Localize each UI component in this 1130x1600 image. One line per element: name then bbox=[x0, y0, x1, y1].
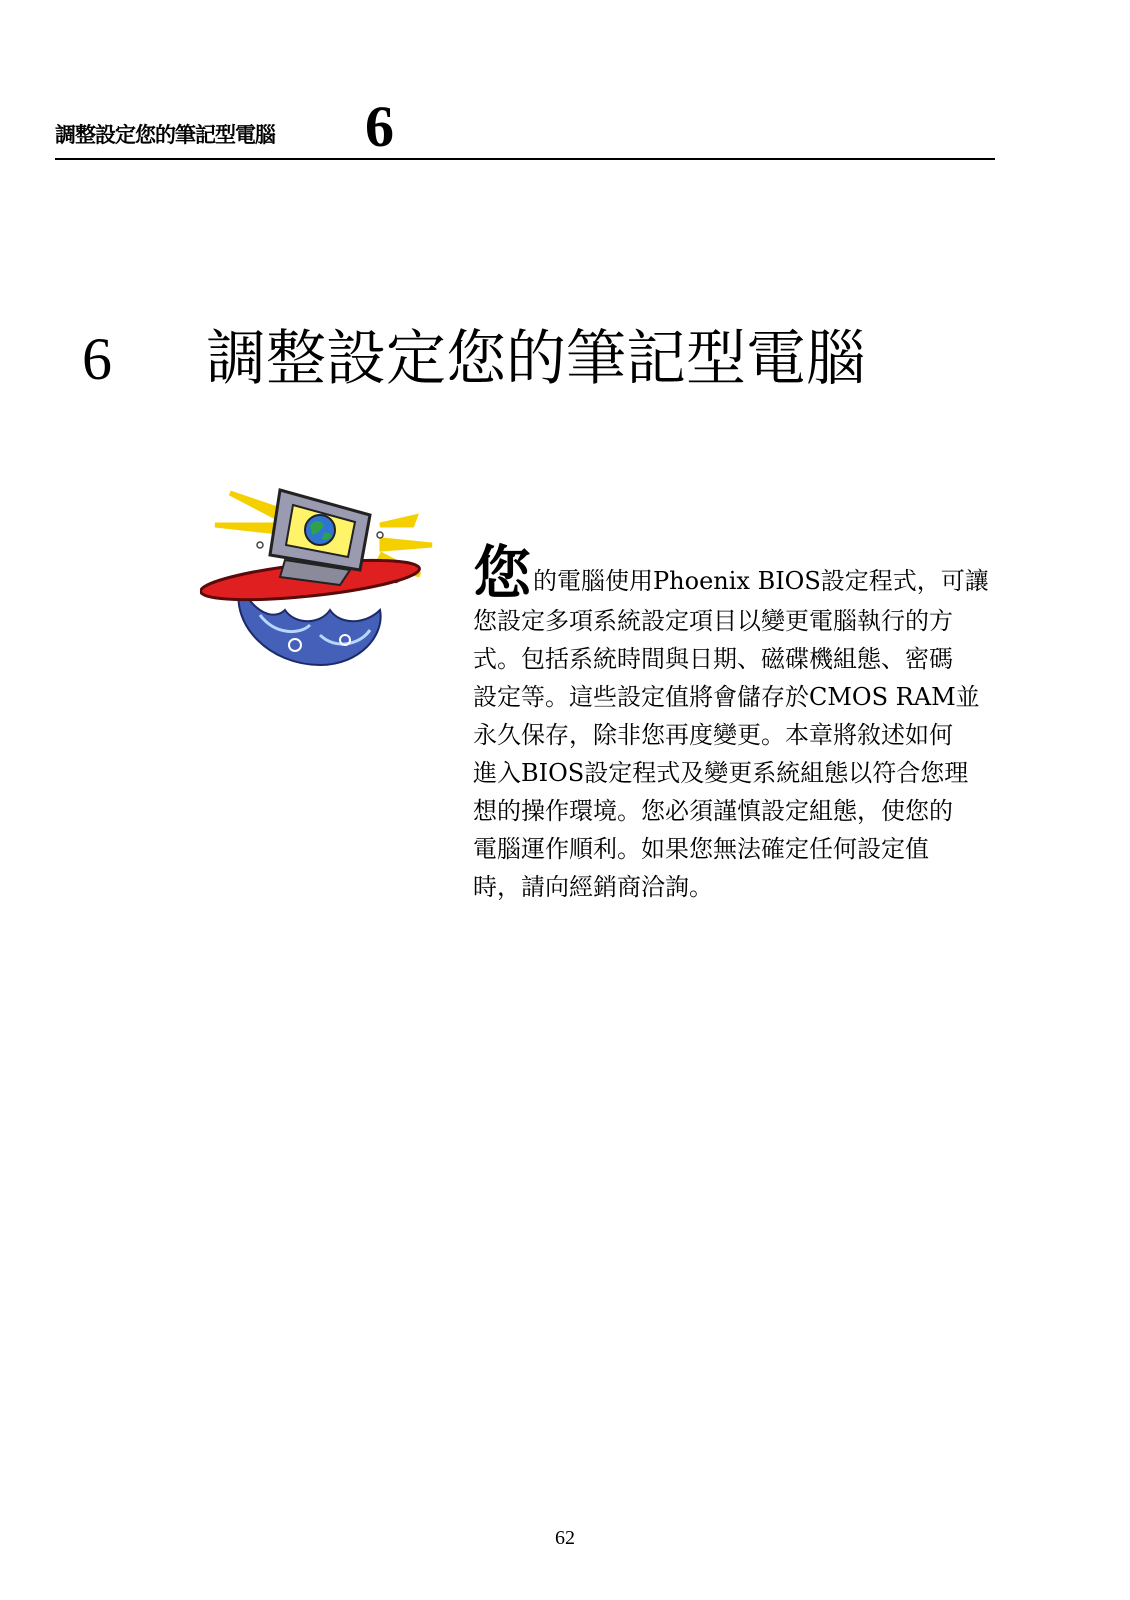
intro-line: 永久保存，除非您再度變更。本章將敘述如何 bbox=[473, 721, 953, 749]
intro-line: 的電腦使用Phoenix BIOS設定程式，可讓 bbox=[533, 567, 989, 595]
running-header-title: 調整設定您的筆記型電腦 bbox=[55, 123, 275, 147]
chapter-heading bbox=[82, 326, 866, 392]
running-header bbox=[55, 80, 995, 160]
intro-first-line bbox=[473, 539, 1033, 607]
running-header-chapter-number: 6 bbox=[365, 94, 394, 159]
intro-line: 時，請向經銷商洽詢。 bbox=[473, 873, 713, 901]
chapter-title: 調整設定您的筆記型電腦 bbox=[206, 324, 866, 394]
intro-line: 您設定多項系統設定項目以變更電腦執行的方 bbox=[473, 607, 953, 635]
drop-cap: 您 bbox=[473, 539, 532, 607]
intro-line: 進入BIOS設定程式及變更系統組態以符合您理 bbox=[473, 759, 969, 787]
intro-paragraph bbox=[473, 539, 1033, 906]
computer-surfboard-illustration bbox=[200, 485, 450, 685]
intro-line: 設定等。這些設定值將會儲存於CMOS RAM並 bbox=[473, 683, 980, 711]
intro-line: 式。包括系統時間與日期、磁碟機組態、密碼 bbox=[473, 645, 953, 673]
chapter-number: 6 bbox=[82, 326, 112, 392]
intro-line: 想的操作環境。您必須謹慎設定組態，使您的 bbox=[473, 797, 953, 825]
intro-line: 電腦運作順利。如果您無法確定任何設定值 bbox=[473, 835, 929, 863]
page-number: 62 bbox=[555, 1527, 575, 1549]
